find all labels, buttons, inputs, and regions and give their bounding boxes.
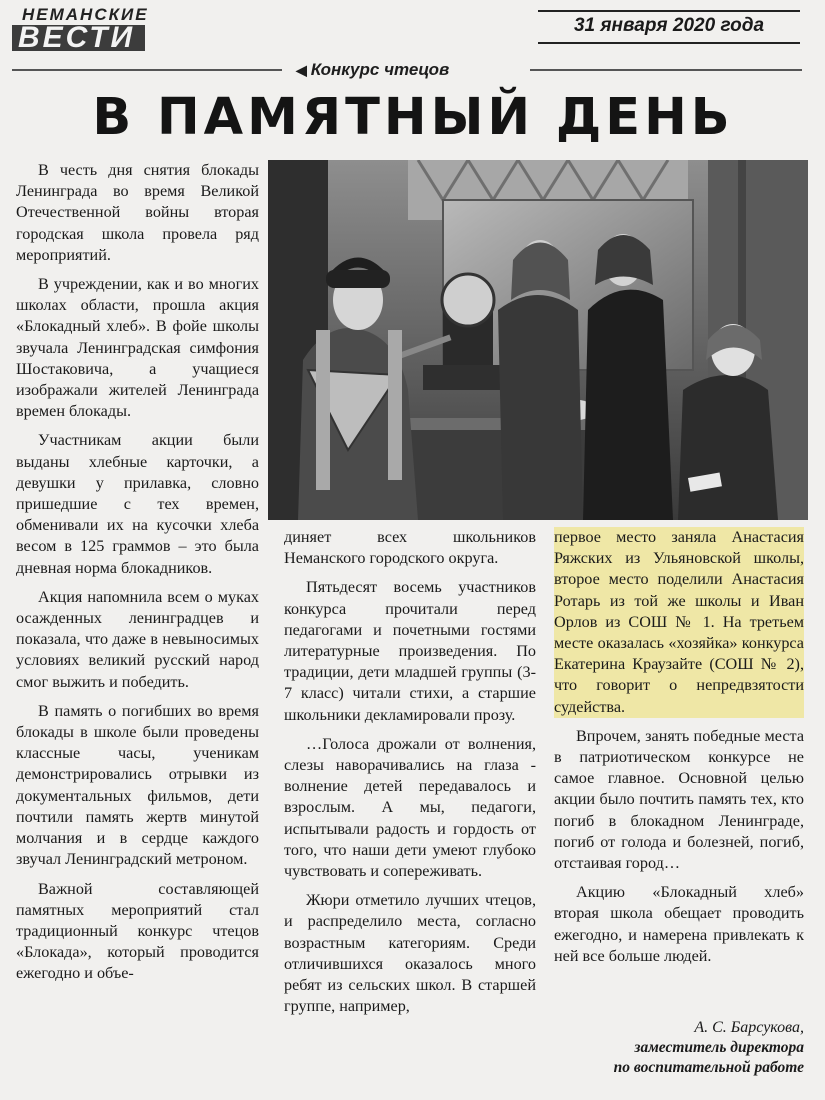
masthead-top: НЕМАНСКИЕ xyxy=(22,5,149,24)
paragraph: диняет всех школьников Неманского городского округа. xyxy=(284,528,536,568)
issue-date: 31 января 2020 года xyxy=(538,10,800,44)
paragraph: Жюри отметило лучших чтецов, и распределило места, согласно возрастным категориям. Среди отличившихся оказалось много ребят из сельских школ. В старшей группе, например, xyxy=(284,891,536,1016)
author-role-2: по воспитательной работе xyxy=(613,1059,804,1076)
article-column-3 xyxy=(554,527,804,975)
divider-right xyxy=(530,69,802,71)
masthead-name: ВЕСТИ xyxy=(12,25,145,51)
author-signature xyxy=(554,1018,804,1078)
rubric xyxy=(296,58,528,82)
paragraph: В память о погибших во время блокады в школе были проведены классные часы, ученикам демонстрировались отрывки из документальных фильмов, дети почтили память жертв минутой молчания и в сердце каждого звучал Ленинградский метроном. xyxy=(16,701,259,869)
divider-left xyxy=(12,69,282,71)
masthead xyxy=(8,6,233,56)
paragraph: …Голоса дрожали от волнения, слезы наворачивались на глаза - волнение детей передавалось и взрослым. А мы, педагоги, испытывали радость и гордость от того, что наши дети умеют глубоко чувствовать и сопереживать. xyxy=(284,734,536,881)
triangle-left-icon: ◀ xyxy=(296,62,307,78)
paragraph: В учреждении, как и во многих школах области, прошла акция «Блокадный хлеб». В фойе школы звучала Ленинградская симфония Шостаковича, а учащиеся изображали жителей Ленинграда времен блокады. xyxy=(16,275,259,421)
paragraph-highlighted: первое место заняла Анастасия Ряжских из Ульяновской школы, второе место поделили Анастасия Ротарь из той же школы и Иван Орлов из СОШ № 1. На третьем месте оказалась «хозяйка» конкурса Екатерина Краузайте (СОШ № 2), что говорит о непредвзятости судейства. xyxy=(554,527,804,718)
author-role: заместитель директора xyxy=(634,1039,804,1056)
rubric-label: Конкурс чтецов xyxy=(310,60,450,79)
paragraph: Впрочем, занять победные места в патриотическом конкурсе не самое главное. Основной целью акции было почтить память тех, кто погиб в блокадном Ленинграде, погиб от голода и болезней, погиб, отстаивая город… xyxy=(554,726,804,873)
author-name: А. С. Барсукова, xyxy=(694,1019,804,1036)
article-column-1 xyxy=(16,160,259,993)
paragraph: Участникам акции были выданы хлебные карточки, а девушки у прилавка, словно пришедшие с тех времен, обменивали их на кусочки хлеба весом в 125 граммов – это была дневная норма блокадников. xyxy=(16,431,259,577)
paragraph: Акция напомнила всем о муках осажденных ленинградцев и показала, что даже в невыносимых условиях великий русский народ смог выжить и победить. xyxy=(16,587,259,691)
paragraph: В честь дня снятия блокады Ленинграда во время Великой Отечественной войны вторая городская школа провела ряд мероприятий. xyxy=(16,161,259,264)
article-photo xyxy=(268,160,808,520)
photo-girls-with-balalaika-and-scales xyxy=(268,160,808,520)
article-column-2 xyxy=(284,527,536,1025)
paragraph: Важной составляющей памятных мероприятий стал традиционный конкурс чтецов «Блокада», который проводится ежегодно и объе- xyxy=(16,879,259,983)
paragraph: Пятьдесят восемь участников конкурса прочитали перед педагогами и почетными гостями литературные произведения. По традиции, дети младшей группы (3-7 класс) читали стихи, а старшие школьники декламировали прозу. xyxy=(284,578,536,724)
paragraph: Акцию «Блокадный хлеб» вторая школа обещает проводить ежегодно, и намерена привлекать к ней все больше людей. xyxy=(554,883,804,965)
headline: В ПАМЯТНЫЙ ДЕНЬ xyxy=(92,88,734,147)
